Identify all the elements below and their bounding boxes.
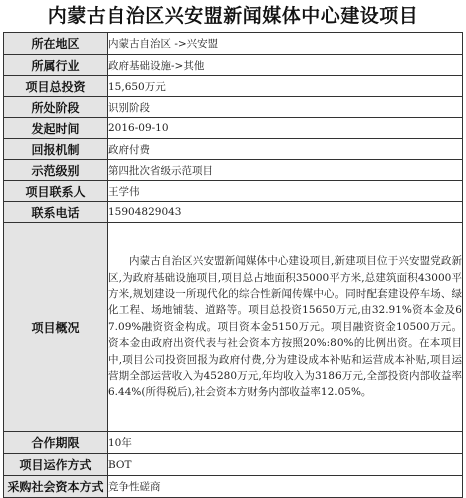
table-row bbox=[4, 454, 463, 476]
table-row bbox=[4, 139, 463, 160]
row-value: 15904829043 bbox=[108, 202, 463, 223]
row-label: 发起时间 bbox=[4, 118, 108, 139]
table-row bbox=[4, 97, 463, 118]
table-row bbox=[4, 33, 463, 55]
row-value: 政府付费 bbox=[108, 139, 463, 160]
row-value: BOT bbox=[108, 454, 463, 476]
row-label: 项目联系人 bbox=[4, 181, 108, 202]
table-row bbox=[4, 160, 463, 181]
row-value: 识别阶段 bbox=[108, 97, 463, 118]
row-value: 内蒙古自治区 ->兴安盟 bbox=[108, 33, 463, 55]
table-row bbox=[4, 76, 463, 97]
row-value: 15,650万元 bbox=[108, 76, 463, 97]
row-label: 项目总投资 bbox=[4, 76, 108, 97]
row-label: 回报机制 bbox=[4, 139, 108, 160]
row-value: 政府基础设施->其他 bbox=[108, 55, 463, 76]
row-label: 项目运作方式 bbox=[4, 454, 108, 476]
row-label: 采购社会资本方式 bbox=[4, 476, 108, 498]
table-row bbox=[4, 223, 463, 432]
row-value: 竞争性磋商 bbox=[108, 476, 463, 498]
row-value: 2016-09-10 bbox=[108, 118, 463, 139]
table-row bbox=[4, 118, 463, 139]
table-row bbox=[4, 202, 463, 223]
project-overview-text: 内蒙古自治区兴安盟新闻媒体中心建设项目,新建项目位于兴安盟党政新区,为政府基础设施项目,项目总占地面积35000平方米,总建筑面积43000平方米,规划建设一所现代化的综合性新闻传媒中心。同时配套建设停车场、绿化工程、场地铺装、道路等。项目总投资15650万元,由32.91%资本金及67.09%融资资金构成。项目资本金5150万元。项目融资资金10500万元。资本金由政府出资代表与社会资本方按照20%:80%的比例出资。在本项目中,项目公司投资回报为政府付费,分为建设成本补贴和运营成本补贴,项目运营期全部运营收入为45280万元,年均收入为3186万元,全部投资内部收益率6.44%(所得税后),社会资本方财务内部收益率12.05%。 bbox=[108, 223, 463, 432]
table-row bbox=[4, 181, 463, 202]
row-value: 10年 bbox=[108, 432, 463, 454]
row-label: 所属行业 bbox=[4, 55, 108, 76]
row-label: 合作期限 bbox=[4, 432, 108, 454]
table-row bbox=[4, 476, 463, 498]
table-row bbox=[4, 55, 463, 76]
row-label: 示范级别 bbox=[4, 160, 108, 181]
row-value: 王学伟 bbox=[108, 181, 463, 202]
page-title: 内蒙古自治区兴安盟新闻媒体中心建设项目 bbox=[47, 5, 419, 27]
row-label: 所在地区 bbox=[4, 33, 108, 55]
row-label: 所处阶段 bbox=[4, 97, 108, 118]
row-label: 联系电话 bbox=[4, 202, 108, 223]
row-value: 第四批次省级示范项目 bbox=[108, 160, 463, 181]
table-row bbox=[4, 432, 463, 454]
row-label: 项目概况 bbox=[4, 223, 108, 432]
project-info-table bbox=[3, 32, 463, 498]
